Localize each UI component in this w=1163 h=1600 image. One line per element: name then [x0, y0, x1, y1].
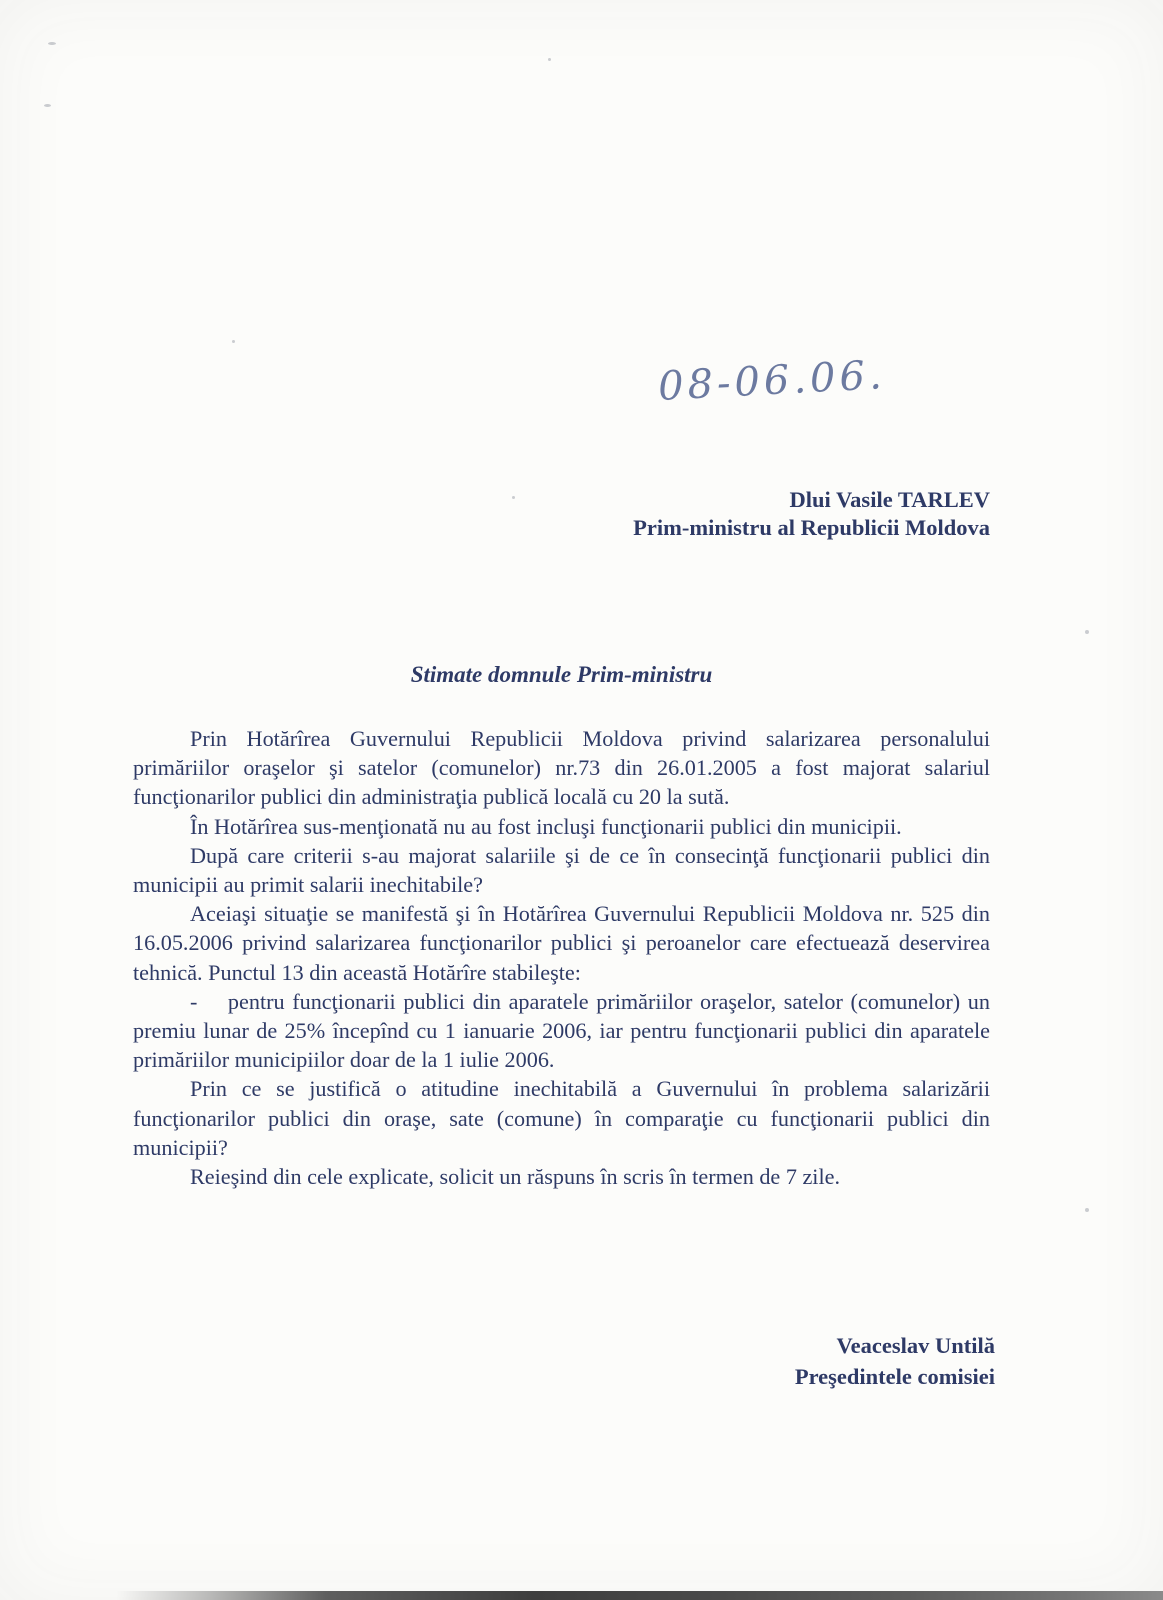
scan-artifact	[232, 340, 235, 343]
scan-artifact	[1085, 630, 1089, 634]
scan-artifact	[44, 104, 51, 107]
signature-name: Veaceslav Untilă	[836, 1333, 995, 1358]
paragraph-7: Reieşind din cele explicate, solicit un răspuns în scris în termen de 7 zile.	[190, 1164, 841, 1190]
signature-title: Preşedintele comisiei	[794, 1364, 995, 1389]
recipient-title: Prim-ministru al Republicii Moldova	[633, 515, 990, 540]
paragraph-5: - pentru funcţionarii publici din aparatele primăriilor oraşelor, satelor (comunelor) un premiu lunar de 25% începînd cu 1 ianuarie 2006, iar pentru funcţionarii publici din aparatele primăriilor municipiilor doar de la 1 iulie 2006.	[133, 988, 990, 1073]
handwritten-date: 08-06.06.	[656, 352, 887, 410]
paragraph-4: Aceiaşi situaţie se manifestă şi în Hotărîrea Guvernului Republicii Moldova nr. 525 din 16.05.2006 privind salarizarea funcţionarilor publici şi peroanelor care efectuează deservirea tehnică. Punctul 13 din această Hotărîre stabileşte:	[133, 901, 990, 985]
scan-artifact	[48, 42, 56, 45]
paragraph-2: În Hotărîrea sus-menţionată nu au fost incluşi funcţionarii publici din municipii.	[190, 813, 902, 839]
paragraph-6: Prin ce se justifică o atitudine inechitabilă a Guvernului în problema salarizării funcţionarilor publici din oraşe, sate (comune) în comparaţie cu funcţionarii publici din municipii?	[133, 1076, 990, 1160]
paragraph-3: După care criterii s-au majorat salariile şi de ce în consecinţă funcţionarii publici din municipii au primit salarii inechitabile?	[133, 842, 990, 898]
salutation: Stimate domnule Prim-ministru	[410, 662, 713, 687]
recipient-block	[633, 486, 990, 542]
paragraph-1: Prin Hotărîrea Guvernului Republicii Moldova privind salarizarea personalului primăriilor oraşelor şi satelor (comunelor) nr.73 din 26.01.2005 a fost majorat salariul funcţionarilor publici din administraţia publică locală cu 20 la sută.	[133, 726, 990, 810]
scan-artifact	[548, 58, 551, 61]
scan-artifact	[1085, 1208, 1089, 1212]
scan-artifact	[512, 496, 515, 499]
scanner-edge-shadow	[0, 1591, 1163, 1600]
letter-body	[133, 724, 990, 1191]
signature-block	[795, 1330, 995, 1392]
recipient-name: Dlui Vasile TARLEV	[789, 487, 990, 512]
